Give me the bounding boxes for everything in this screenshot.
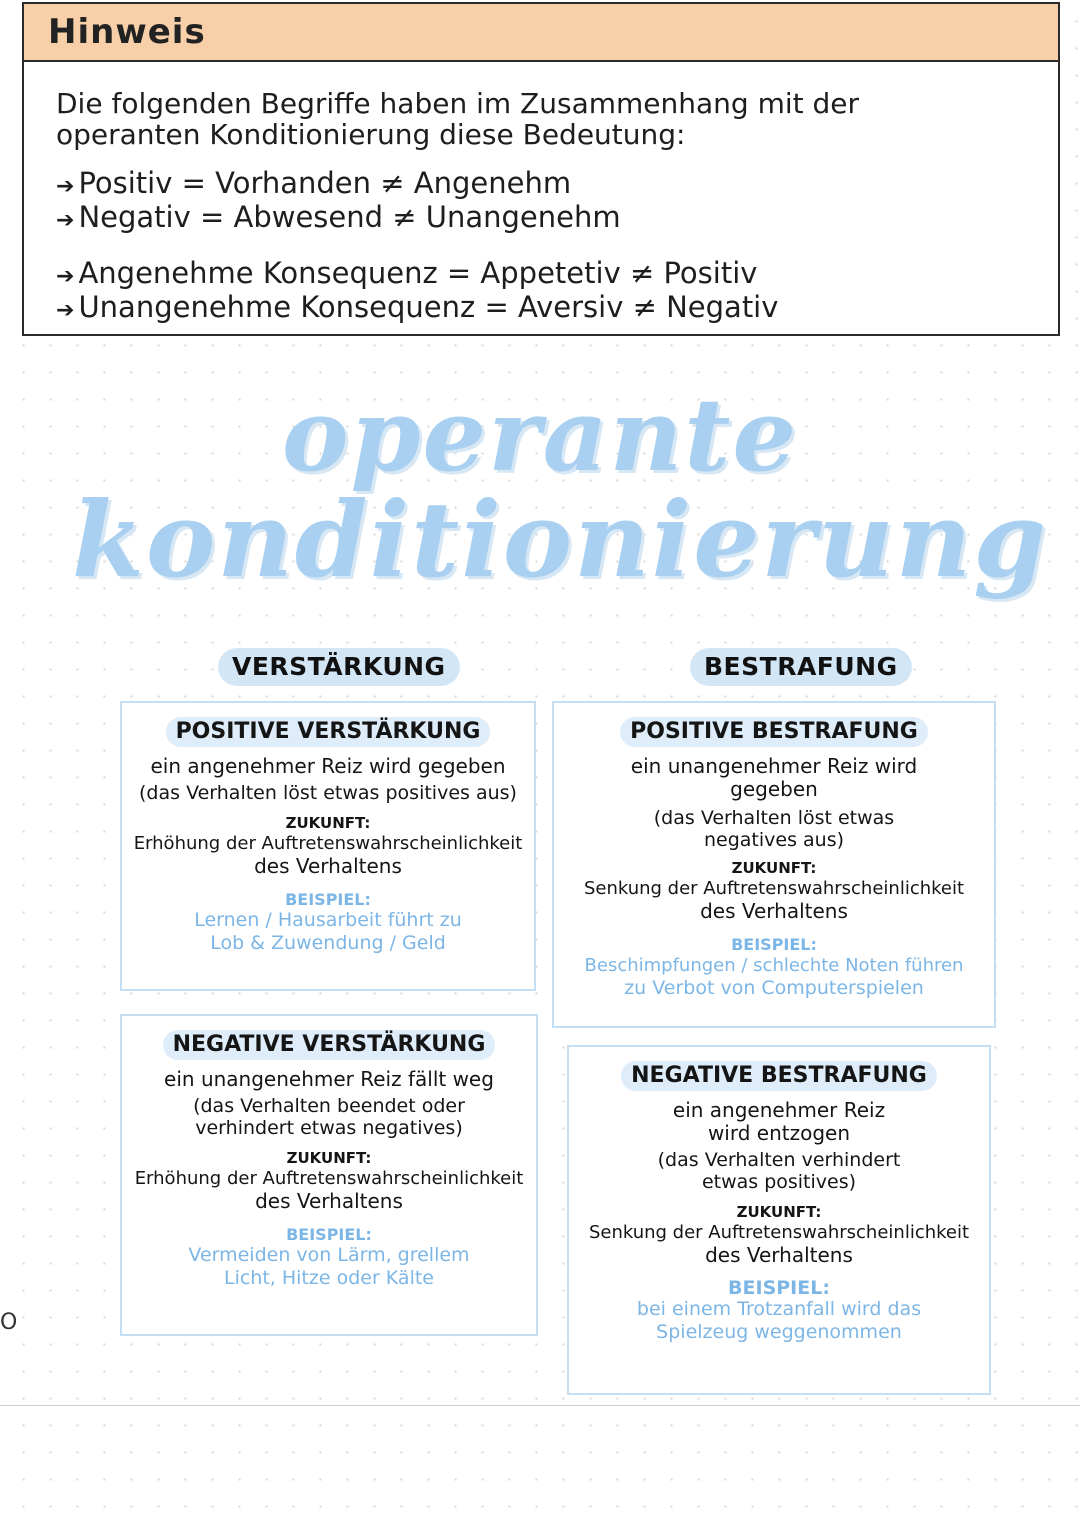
card-effect: des Verhaltens [705,1243,853,1267]
card-future-label: ZUKUNFT: [286,1149,372,1167]
card-future-label: ZUKUNFT: [731,859,817,877]
hint-term-text: Positiv = Vorhanden ≠ Angenehm [78,166,572,200]
card-future-label: ZUKUNFT: [285,814,371,832]
hint-term [56,202,1028,236]
card-negative-verstaerkung [120,1014,538,1336]
margin-mark: O [0,1310,18,1335]
arrow-right-icon: ➔ [56,208,75,233]
card-example-label: BEISPIEL: [286,1225,372,1244]
card-example: Lernen / Hausarbeit führt zu [194,909,462,931]
card-subtext: negatives aus) [703,829,845,851]
card-example-label: BEISPIEL: [728,1277,830,1299]
hint-terms [56,168,1028,236]
hint-consequence [56,258,1028,292]
card-subtext: (das Verhalten beendet oder [193,1095,465,1117]
card-description: gegeben [730,777,818,801]
page-title-line-2: konditionierung [71,478,1049,601]
card-example: Vermeiden von Lärm, grellem [188,1244,470,1266]
hint-intro [56,88,1028,150]
card-future-label: ZUKUNFT: [736,1203,822,1221]
card-negative-bestrafung [567,1045,991,1395]
hint-term-text: Negativ = Abwesend ≠ Unangenehm [78,200,621,234]
card-example: Lob & Zuwendung / Geld [210,932,446,954]
card-description: wird entzogen [707,1121,851,1145]
arrow-right-icon: ➔ [56,298,75,323]
card-effect: des Verhaltens [700,899,848,923]
hint-title: Hinweis [48,12,206,52]
card-example-label: BEISPIEL: [731,935,817,954]
card-effect: des Verhaltens [255,1189,403,1213]
hint-consequences [56,258,1028,326]
card-title: POSITIVE BESTRAFUNG [620,717,928,747]
card-positive-bestrafung [552,701,996,1028]
card-effect: Erhöhung der Auftretenswahrscheinlichkeit [133,833,523,854]
card-positive-verstaerkung [120,701,536,991]
hint-box [22,2,1060,336]
card-title: NEGATIVE BESTRAFUNG [621,1061,937,1091]
card-subtext: (das Verhalten löst etwas [653,807,895,829]
card-subtext: (das Verhalten verhindert [657,1149,901,1171]
card-effect: Senkung der Auftretenswahrscheinlichkeit [588,1222,970,1243]
hint-body [24,62,1058,326]
card-effect: Senkung der Auftretenswahrscheinlichkeit [583,878,965,899]
hint-header [24,4,1058,62]
card-title: POSITIVE VERSTÄRKUNG [166,717,491,747]
column-heading-verstaerkung: VERSTÄRKUNG [218,648,460,686]
column-heading-bestrafung: BESTRAFUNG [690,648,912,686]
arrow-right-icon: ➔ [56,174,75,199]
card-example: Spielzeug weggenommen [656,1321,902,1343]
card-example: Licht, Hitze oder Kälte [223,1267,434,1289]
arrow-right-icon: ➔ [56,264,75,289]
card-description: ein angenehmer Reiz wird gegeben [150,754,506,778]
hint-consequence [56,292,1028,326]
card-example: zu Verbot von Computerspielen [624,977,924,999]
card-description: ein angenehmer Reiz [672,1098,886,1122]
hint-intro-line: Die folgenden Begriffe haben im Zusammenhang mit der [56,87,860,120]
hint-consequence-text: Angenehme Konsequenz = Appetetiv ≠ Positiv [78,256,758,290]
card-example: bei einem Trotzanfall wird das [636,1298,922,1320]
card-title: NEGATIVE VERSTÄRKUNG [163,1030,496,1060]
card-description: ein unangenehmer Reiz fällt weg [164,1067,494,1091]
card-description: ein unangenehmer Reiz wird [630,754,918,778]
hint-term [56,168,1028,202]
card-subtext: etwas positives) [701,1171,857,1193]
card-effect: Erhöhung der Auftretenswahrscheinlichkeit [134,1168,524,1189]
hint-intro-line: operanten Konditionierung diese Bedeutung: [56,118,686,151]
hint-consequence-text: Unangenehme Konsequenz = Aversiv ≠ Negativ [78,290,779,324]
card-effect: des Verhaltens [254,854,402,878]
page-divider [0,1405,1080,1406]
page-title-line-1: operante [281,376,799,494]
card-example-label: BEISPIEL: [285,890,371,909]
card-subtext: (das Verhalten löst etwas positives aus) [139,782,517,804]
card-example: Beschimpfungen / schlechte Noten führen [584,955,964,976]
card-subtext: verhindert etwas negatives) [195,1117,463,1139]
